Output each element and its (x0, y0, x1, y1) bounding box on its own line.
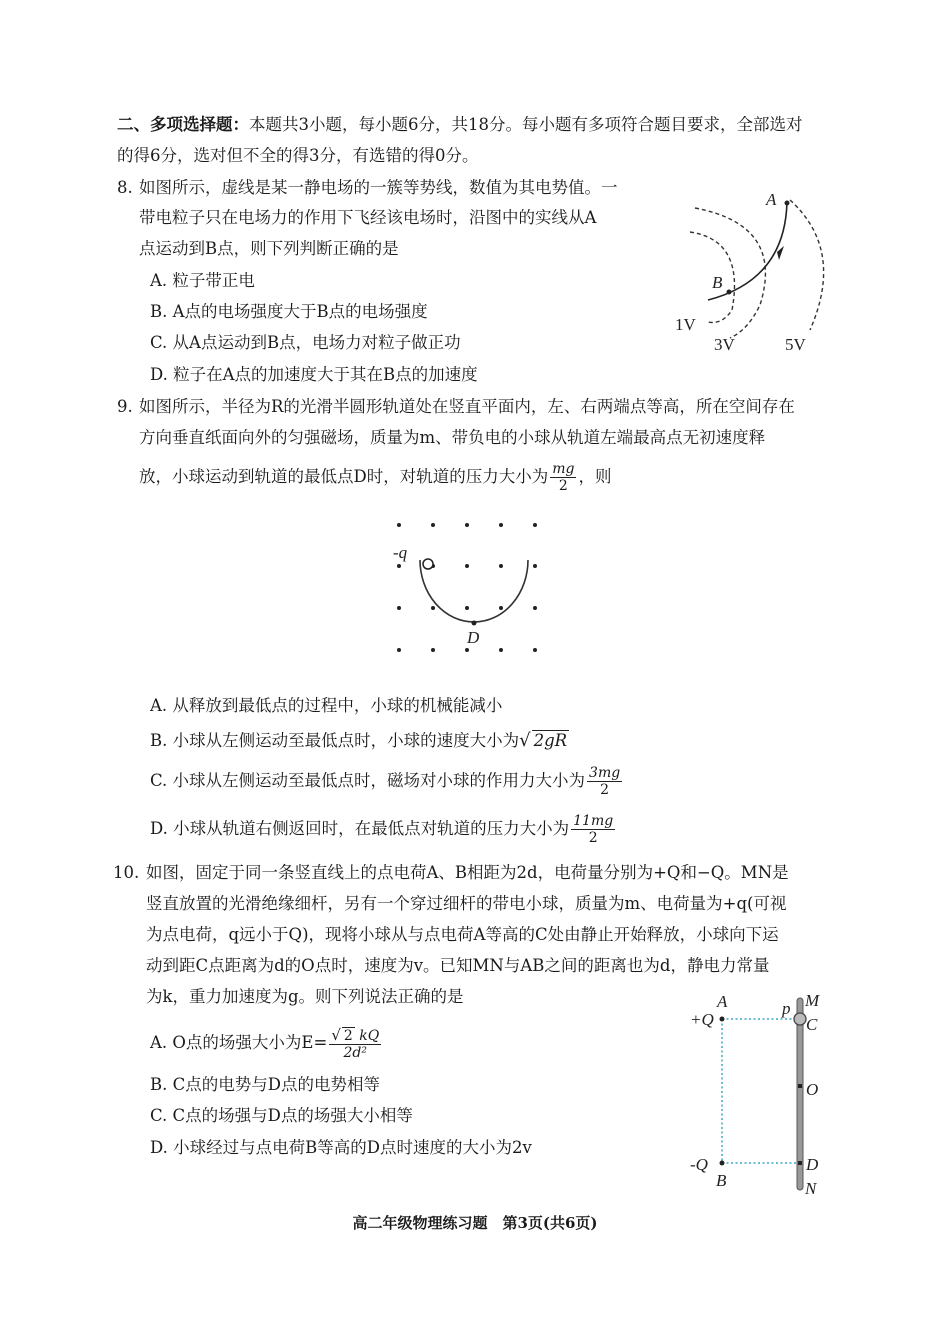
q10-option-b: B. C点的电势与D点的电势相等 (150, 1075, 380, 1094)
q8-option-b: B. A点的电场强度大于B点的电场强度 (150, 302, 428, 321)
label-m: M (805, 991, 820, 1010)
q9-option-d: D. 小球从轨道右侧返回时，在最低点对轨道的压力大小为 $\frac{11mg}{2}$ (150, 813, 614, 846)
ball (423, 559, 433, 569)
q9-stem-2: 方向垂直纸面向外的匀强磁场，质量为m、带负电的小球从轨道左端最高点无初速度释 (139, 428, 766, 447)
section-header (117, 114, 803, 136)
q10-stem-4: 动到距C点距离为d的O点时，速度为v。已知MN与AB之间的距离也为d，静电力常量 (146, 956, 770, 975)
q9-option-b: B. 小球从左侧运动至最低点时，小球的速度大小为√ 2gR (150, 730, 568, 751)
q9-stem-1: 如图所示，半径为R的光滑半圆形轨道处在竖直平面内，左、右两端点等高，所在空间存在 (139, 397, 795, 416)
label-1v: 1V (675, 315, 696, 334)
q9-option-a: A. 从释放到最低点的过程中，小球的机械能减小 (150, 696, 503, 715)
section-desc-2: 的得6分，选对但不全的得3分，有选错的得0分。 (117, 146, 479, 165)
q10-stem-1: 如图，固定于同一条竖直线上的点电荷A、B相距为2d，电荷量分别为+Q和−Q。MN是 (146, 863, 789, 882)
label-p: p (782, 999, 791, 1018)
charged-ball (794, 1013, 806, 1025)
label-b: B (716, 1171, 727, 1190)
label-q: -q (393, 543, 408, 562)
label-n: N (805, 1179, 817, 1198)
label-5v: 5V (785, 335, 806, 354)
sqrt-2gR: 2gR (533, 731, 568, 750)
fraction-mg-2: $\frac{mg}{2}$ (552, 461, 575, 494)
label-minus-q: -Q (690, 1155, 708, 1174)
q8-figure (660, 180, 840, 360)
semicircle-track (420, 560, 528, 622)
label-b: B (712, 273, 723, 292)
q10-figure (685, 990, 835, 1200)
arrow-icon (777, 246, 784, 260)
equipotential-5v (790, 200, 824, 330)
q10-number: 10. (113, 863, 140, 882)
q8-stem-1: 如图所示，虚线是某一静电场的一簇等势线，数值为其电势值。一 (139, 178, 618, 197)
page-footer: 高二年级物理练习题 第3页(共6页) (352, 1214, 598, 1232)
section-title: 二、多项选择题： (117, 115, 249, 134)
q10-option-d: D. 小球经过与点电荷B等高的D点时速度的大小为2v (150, 1138, 532, 1157)
q8-stem-2: 带电粒子只在电场力的作用下飞经该电场时，沿图中的实线从A (139, 208, 597, 227)
label-d: D (467, 628, 480, 647)
label-o: O (806, 1080, 819, 1099)
label-plus-q: +Q (690, 1010, 714, 1029)
q9-number: 9. (117, 397, 133, 416)
q9-stem-3: 放，小球运动到轨道的最低点D时，对轨道的压力大小为 $\frac{mg}{2}$ ，则 (139, 461, 612, 494)
section-desc: 本题共3小题，每小题6分，共18分。每小题有多项符合题目要求，全部选对 (249, 115, 803, 134)
q9-figure (385, 510, 555, 660)
label-a: A (717, 992, 728, 1011)
q8-option-d: D. 粒子在A点的加速度大于其在B点的加速度 (150, 365, 478, 384)
q8-stem-3: 点运动到B点，则下列判断正确的是 (139, 239, 399, 258)
q8-option-a: A. 粒子带正电 (150, 271, 255, 290)
label-a: A (766, 190, 777, 209)
q10-stem-2: 竖直放置的光滑绝缘细杆，另有一个穿过细杆的带电小球，质量为m、电荷量为+q(可视 (146, 894, 787, 913)
label-3v: 3V (714, 335, 735, 354)
q10-option-a: A. O点的场强大小为E= $\frac{√ 2 kQ}{\text{2d²}}$ (150, 1025, 380, 1061)
q8-number: 8. (117, 178, 133, 197)
dotted-connector (722, 1019, 797, 1163)
label-c: C (806, 1015, 818, 1034)
equipotential-3v (695, 208, 765, 338)
q9-option-c: C. 小球从左侧运动至最低点时，磁场对小球的作用力大小为 $\frac{3mg}{2}$ (150, 765, 621, 798)
q8-option-c: C. 从A点运动到B点，电场力对粒子做正功 (150, 333, 461, 352)
q10-option-c: C. C点的场强与D点的场强大小相等 (150, 1106, 413, 1125)
label-d: D (806, 1155, 819, 1174)
q10-stem-5: 为k，重力加速度为g。则下列说法正确的是 (146, 987, 464, 1006)
q10-stem-3: 为点电荷，q远小于Q)，现将小球从与点电荷A等高的C处由静止开始释放，小球向下运 (146, 925, 779, 944)
